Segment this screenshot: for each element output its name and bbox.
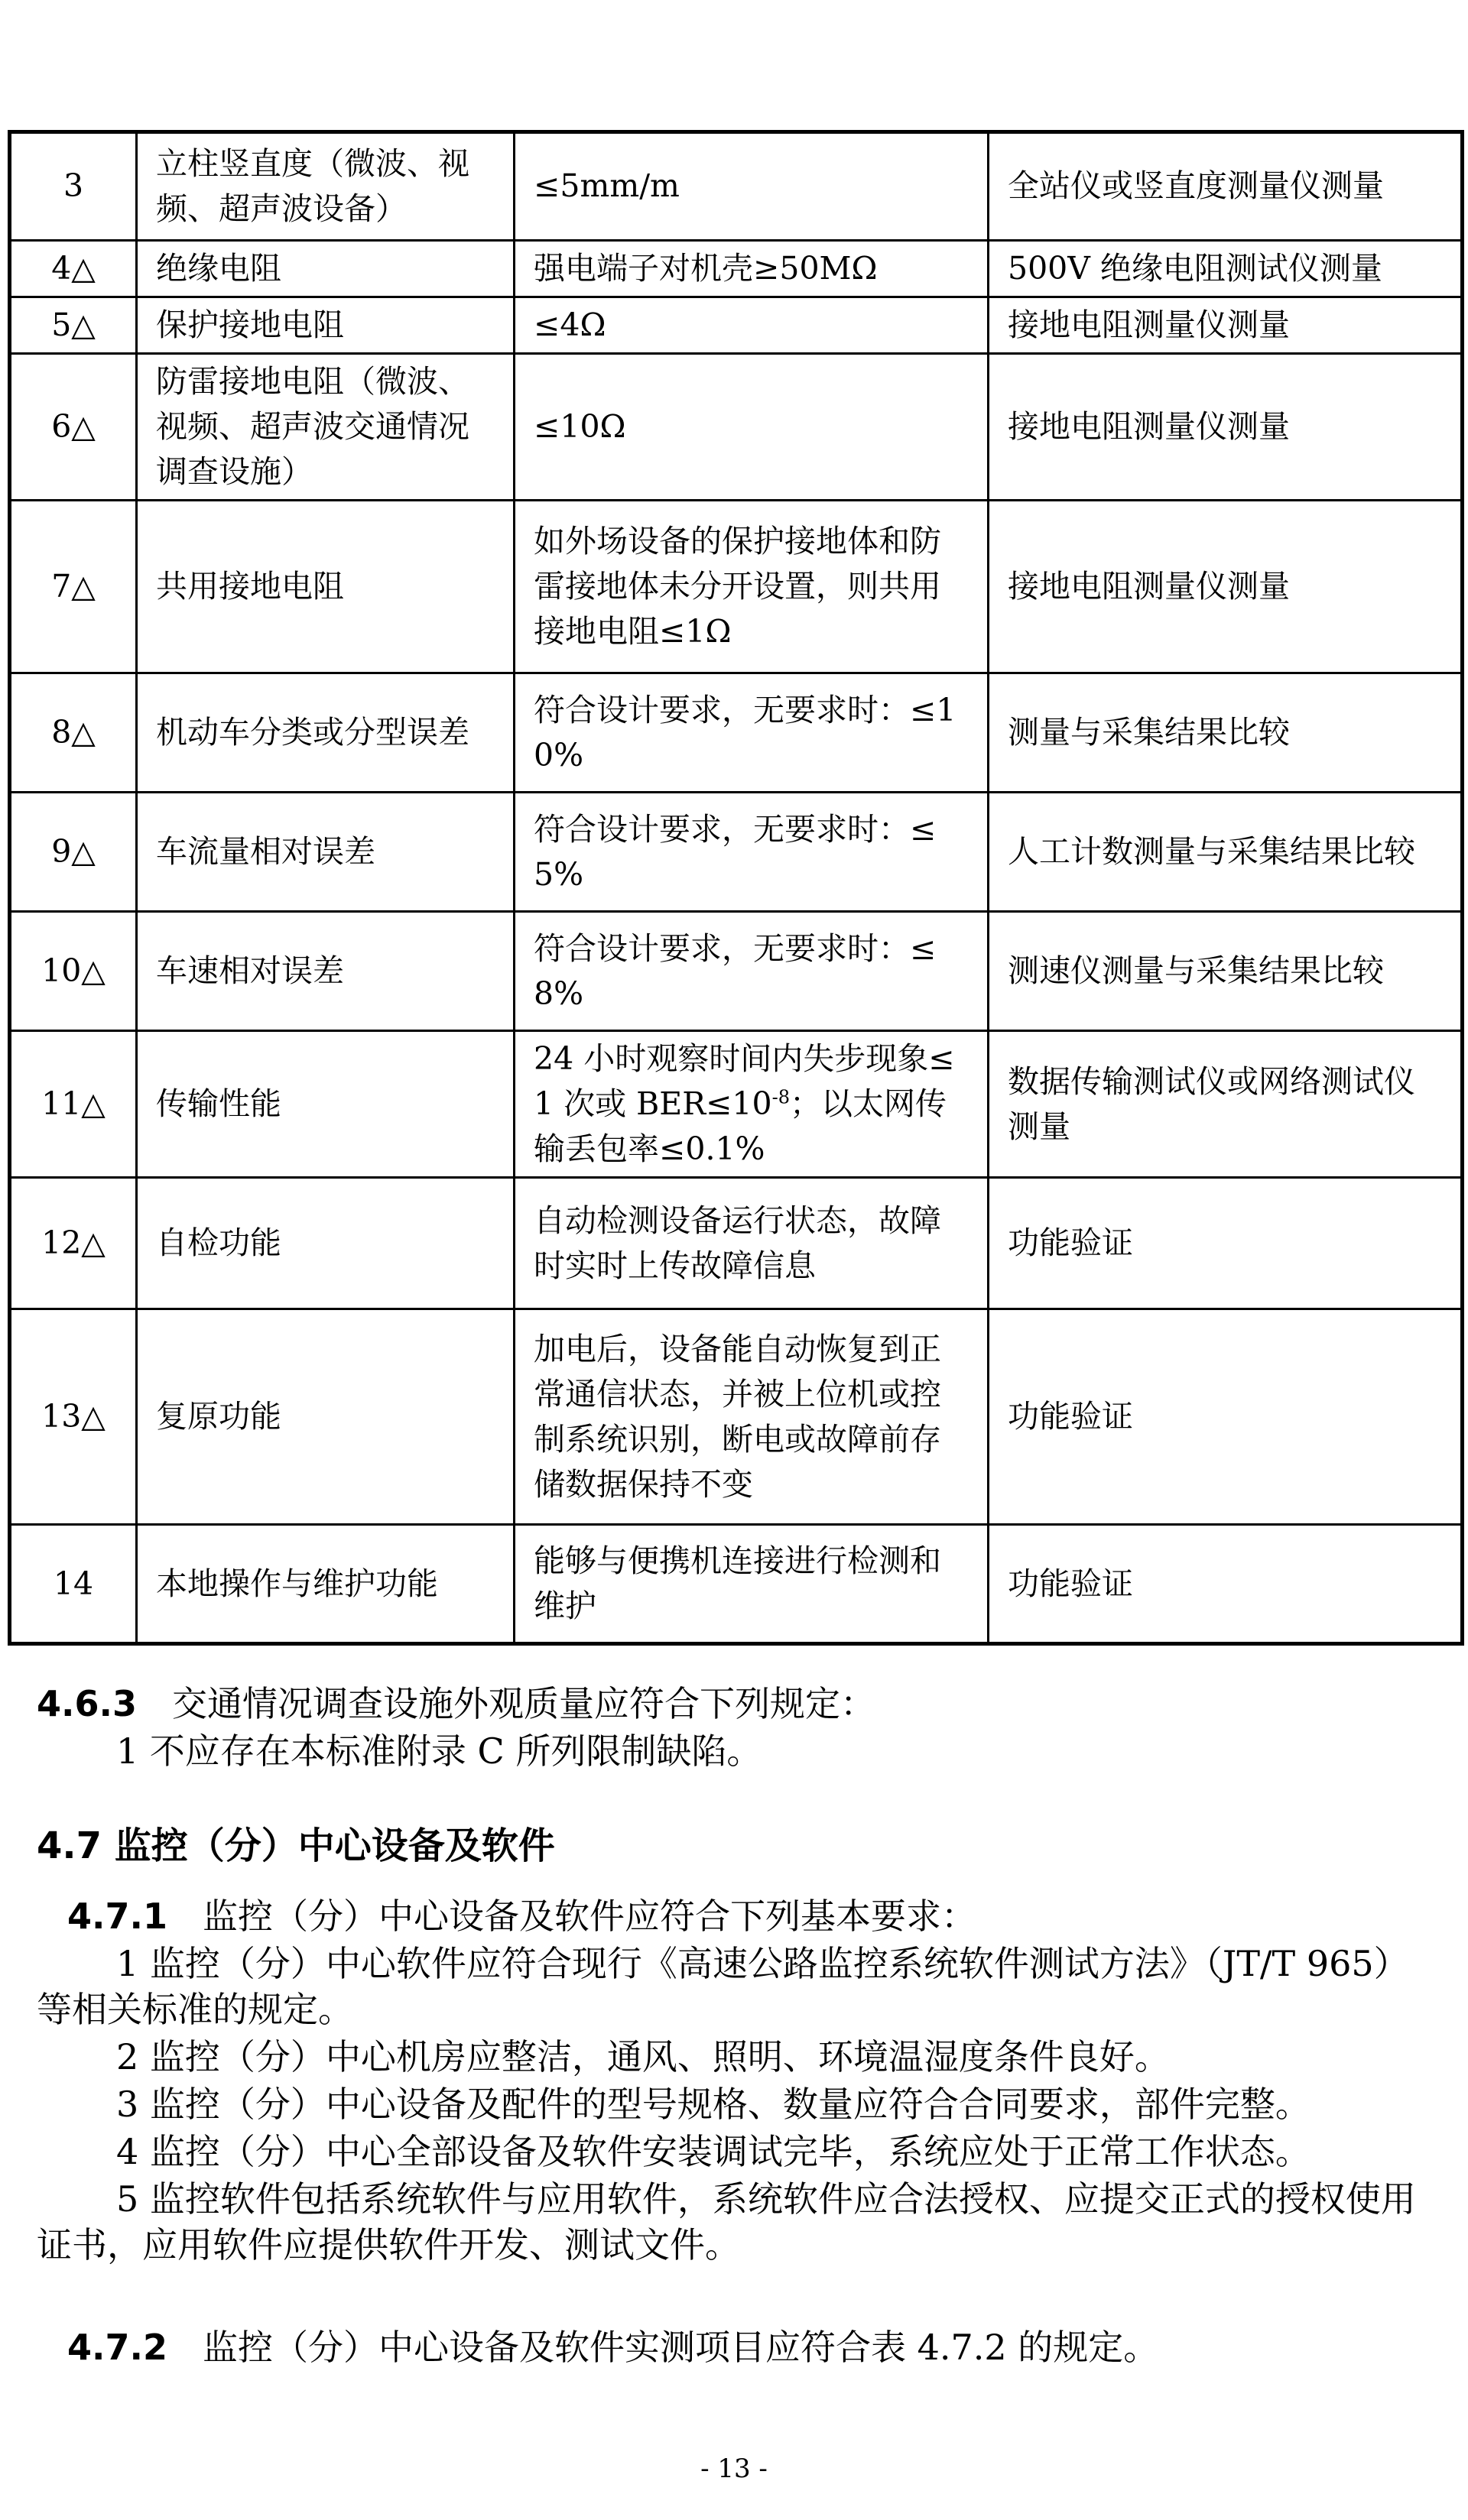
clause-4-7-1-item-4: 4 监控（分）中心全部设备及软件安装调试完毕，系统应处于正常工作状态。	[116, 2131, 1310, 2172]
row-number: 3	[10, 132, 137, 241]
row-requirement: 自动检测设备运行状态，故障时实时上传故障信息	[515, 1178, 989, 1309]
row-item: 机动车分类或分型误差	[137, 673, 515, 793]
table-row	[10, 1031, 1463, 1178]
row-method: 数据传输测试仪或网络测试仪测量	[989, 1031, 1463, 1178]
row-number: 11△	[10, 1031, 137, 1178]
row-number: 6△	[10, 354, 137, 501]
row-method: 测速仪测量与采集结果比较	[989, 912, 1463, 1031]
row-item: 本地操作与维护功能	[137, 1525, 515, 1644]
row-requirement: 符合设计要求，无要求时：≤5%	[515, 793, 989, 912]
clause-4-7-1-item-3: 3 监控（分）中心设备及配件的型号规格、数量应符合合同要求，部件完整。	[116, 2084, 1310, 2125]
row-number: 9△	[10, 793, 137, 912]
clause-text: 监控（分）中心设备及软件实测项目应符合表 4.7.2 的规定。	[202, 2327, 1159, 2368]
row-item: 自检功能	[137, 1178, 515, 1309]
row-item: 复原功能	[137, 1309, 515, 1525]
table-row	[10, 354, 1463, 501]
row-number: 4△	[10, 241, 137, 297]
row-number: 5△	[10, 297, 137, 354]
table-row	[10, 132, 1463, 241]
clause-4-7-1-item-5: 5 监控软件包括系统软件与应用软件，系统软件应合法授权、应提交正式的授权使用证书，应用软件应提供软件开发、测试文件。	[37, 2178, 1416, 2265]
requirement-text-post: ；以太网传输丢包率≤0.1%	[534, 1085, 947, 1168]
row-item: 传输性能	[137, 1031, 515, 1178]
row-requirement: ≤5mm/m	[515, 132, 989, 241]
row-method: 功能验证	[989, 1309, 1463, 1525]
exponent: -8	[771, 1086, 790, 1108]
row-requirement	[515, 1031, 989, 1178]
inspection-table	[8, 130, 1464, 1646]
row-requirement: 能够与便携机连接进行检测和维护	[515, 1525, 989, 1644]
clause-4-6-3-item-1: 1 不应存在本标准附录 C 所列限制缺陷。	[116, 1730, 762, 1772]
clause-4-6-3	[37, 1682, 1431, 1727]
page-number: - 13 -	[700, 2454, 768, 2484]
clause-4-7-1-item-1: 1 监控（分）中心软件应符合现行《高速公路监控系统软件测试方法》（JT/T 965）等相关标准的规定。	[37, 1943, 1409, 2030]
clause-number: 4.6.3	[37, 1683, 137, 1724]
clause-text: 监控（分）中心设备及软件应符合下列基本要求：	[202, 1896, 976, 1937]
row-number: 7△	[10, 501, 137, 673]
table-row	[10, 1525, 1463, 1644]
requirement-text-pre: 24 小时观察时间内失步现象≤1 次或 BER≤10	[534, 1040, 955, 1123]
row-requirement: ≤4Ω	[515, 297, 989, 354]
table-row	[10, 793, 1463, 912]
row-requirement: 符合设计要求，无要求时：≤8%	[515, 912, 989, 1031]
table-row	[10, 297, 1463, 354]
row-item: 共用接地电阻	[137, 501, 515, 673]
row-number: 14	[10, 1525, 137, 1644]
row-method: 功能验证	[989, 1525, 1463, 1644]
table-row	[10, 1309, 1463, 1525]
row-item: 车流量相对误差	[137, 793, 515, 912]
row-item: 立柱竖直度（微波、视频、超声波设备）	[137, 132, 515, 241]
row-number: 10△	[10, 912, 137, 1031]
row-requirement: 强电端子对机壳≥50MΩ	[515, 241, 989, 297]
clause-4-7-1	[67, 1894, 1431, 1940]
table-row	[10, 673, 1463, 793]
row-number: 8△	[10, 673, 137, 793]
table-row	[10, 1178, 1463, 1309]
row-item: 防雷接地电阻（微波、视频、超声波交通情况调查设施）	[137, 354, 515, 501]
row-method: 测量与采集结果比较	[989, 673, 1463, 793]
table-row	[10, 501, 1463, 673]
row-requirement: 如外场设备的保护接地体和防雷接地体未分开设置，则共用接地电阻≤1Ω	[515, 501, 989, 673]
row-requirement: 符合设计要求，无要求时：≤10%	[515, 673, 989, 793]
row-method: 接地电阻测量仪测量	[989, 354, 1463, 501]
row-number: 12△	[10, 1178, 137, 1309]
table-row	[10, 912, 1463, 1031]
section-heading: 4.7 监控（分）中心设备及软件	[37, 1824, 555, 1867]
clause-4-7-2	[67, 2325, 1431, 2371]
row-requirement: 加电后，设备能自动恢复到正常通信状态，并被上位机或控制系统识别，断电或故障前存储数据保持不变	[515, 1309, 989, 1525]
row-method: 人工计数测量与采集结果比较	[989, 793, 1463, 912]
row-method: 接地电阻测量仪测量	[989, 297, 1463, 354]
row-method: 功能验证	[989, 1178, 1463, 1309]
clause-number: 4.7.2	[67, 2327, 167, 2368]
clause-4-7-1-item-2: 2 监控（分）中心机房应整洁，通风、照明、环境温湿度条件良好。	[116, 2036, 1170, 2077]
row-method: 接地电阻测量仪测量	[989, 501, 1463, 673]
row-item: 保护接地电阻	[137, 297, 515, 354]
clause-text: 交通情况调查设施外观质量应符合下列规定：	[171, 1683, 875, 1724]
row-item: 车速相对误差	[137, 912, 515, 1031]
row-number: 13△	[10, 1309, 137, 1525]
table-row	[10, 241, 1463, 297]
row-method: 500V 绝缘电阻测试仪测量	[989, 241, 1463, 297]
row-item: 绝缘电阻	[137, 241, 515, 297]
row-requirement: ≤10Ω	[515, 354, 989, 501]
row-method: 全站仪或竖直度测量仪测量	[989, 132, 1463, 241]
clause-number: 4.7.1	[67, 1896, 167, 1937]
